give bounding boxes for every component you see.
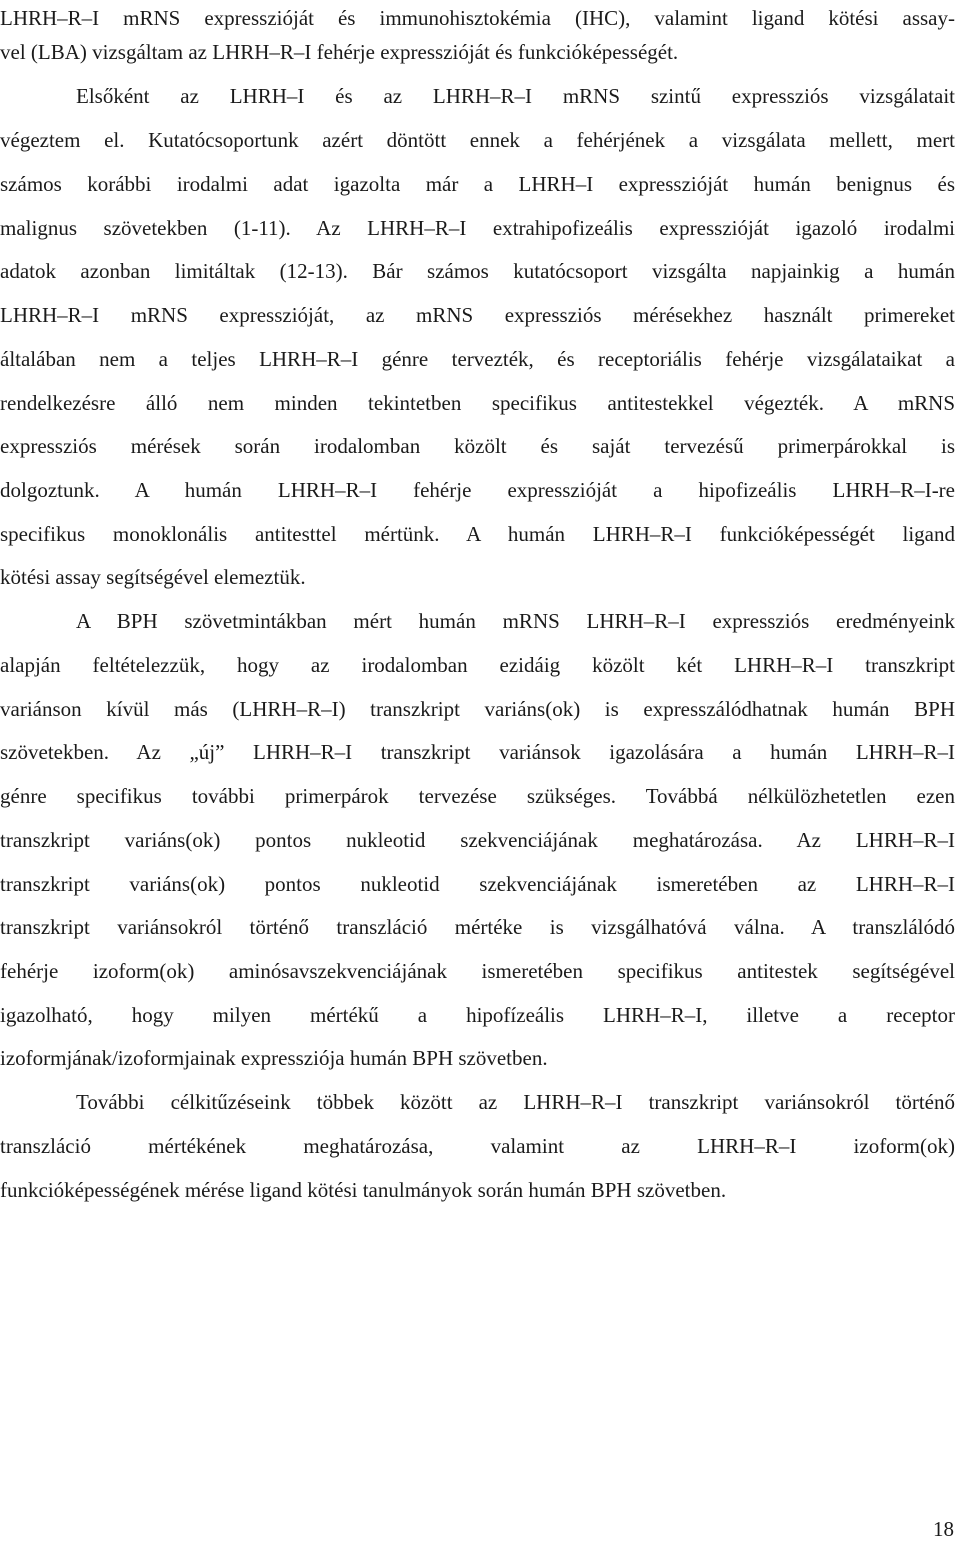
text-line: transzkript variánsokról történő transzláció mértéke is vizsgálhatóvá válna. A transzlálódó <box>0 915 955 939</box>
text-line: variánson kívül más (LHRH–R–I) transzkript variáns(ok) is expresszálódhatnak humán BPH <box>0 697 955 721</box>
text-line: LHRH–R–I mRNS expresszióját, az mRNS expressziós mérésekhez használt primereket <box>0 303 955 327</box>
text-line: kötési assay segítségével elemeztük. <box>0 565 306 589</box>
text-line: transzkript variáns(ok) pontos nukleotid szekvenciájának ismeretében az LHRH–R–I <box>0 872 955 896</box>
text-line: izoformjának/izoformjainak expressziója humán BPH szövetben. <box>0 1046 548 1070</box>
text-line: génre specifikus további primerpárok tervezése szükséges. Továbbá nélkülözhetetlen ezen <box>0 784 955 808</box>
text-line: igazolható, hogy milyen mértékű a hipofízeális LHRH–R–I, illetve a receptor <box>0 1003 955 1027</box>
text-line: LHRH–R–I mRNS expresszióját és immunohisztokémia (IHC), valamint ligand kötési assay- <box>0 6 955 30</box>
text-line: funkcióképességének mérése ligand kötési tanulmányok során humán BPH szövetben. <box>0 1178 727 1202</box>
text-line: adatok azonban limitáltak (12-13). Bár számos kutatócsoport vizsgálta napjainkig a humán <box>0 259 955 283</box>
text-line: transzláció mértékének meghatározása, valamint az LHRH–R–I izoform(ok) <box>0 1134 955 1158</box>
text-line: végeztem el. Kutatócsoportunk azért döntött ennek a fehérjének a vizsgálata mellett, mert <box>0 128 955 152</box>
text-line: transzkript variáns(ok) pontos nukleotid szekvenciájának meghatározása. Az LHRH–R–I <box>0 828 955 852</box>
text-line: szövetekben. Az „új” LHRH–R–I transzkript variánsok igazolására a humán LHRH–R–I <box>0 740 955 764</box>
text-line: számos korábbi irodalmi adat igazolta már a LHRH–I expresszióját humán benignus és <box>0 172 955 196</box>
text-line: dolgoztunk. A humán LHRH–R–I fehérje expresszióját a hipofizeális LHRH–R–I-re <box>0 478 955 502</box>
text-line: alapján feltételezzük, hogy az irodalomban ezidáig közölt két LHRH–R–I transzkript <box>0 653 955 677</box>
text-line: vel (LBA) vizsgáltam az LHRH–R–I fehérje expresszióját és funkcióképességét. <box>0 40 679 64</box>
text-line: rendelkezésre álló nem minden tekintetben specifikus antitestekkel végezték. A mRNS <box>0 391 955 415</box>
text-line: További célkitűzéseink többek között az LHRH–R–I transzkript variánsokról történő <box>76 1090 955 1114</box>
text-line: A BPH szövetmintákban mért humán mRNS LHRH–R–I expressziós eredményeink <box>76 609 955 633</box>
text-line: specifikus monoklonális antitesttel mértünk. A humán LHRH–R–I funkcióképességét ligand <box>0 522 955 546</box>
text-line: általában nem a teljes LHRH–R–I génre tervezték, és receptoriális fehérje vizsgálataikat a <box>0 347 955 371</box>
text-line: fehérje izoform(ok) aminósavszekvenciájának ismeretében specifikus antitestek segítségével <box>0 959 955 983</box>
text-line: malignus szövetekben (1-11). Az LHRH–R–I extrahipofizeális expresszióját igazoló irodalmi <box>0 216 955 240</box>
page-number: 18 <box>933 1517 954 1541</box>
text-line: expressziós mérések során irodalomban közölt és saját tervezésű primerpárokkal is <box>0 434 955 458</box>
text-line: Elsőként az LHRH–I és az LHRH–R–I mRNS szintű expressziós vizsgálatait <box>76 84 955 108</box>
